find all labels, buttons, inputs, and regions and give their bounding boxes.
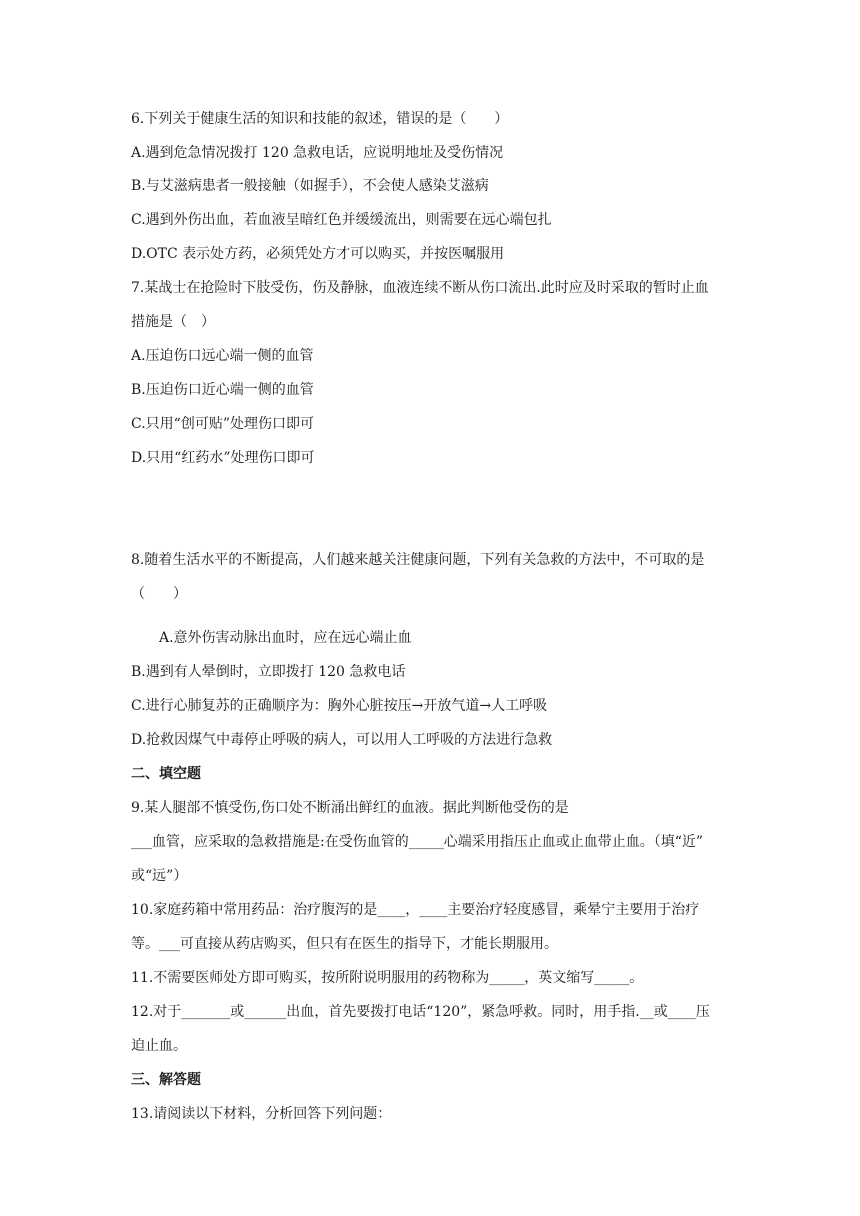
q8-option-a: A.意外伤害动脉出血时，应在远心端止血	[159, 630, 412, 646]
q6-stem: 6.下列关于健康生活的知识和技能的叙述，错误的是（ ）	[131, 111, 509, 127]
q10-line2: 等。___可直接从药店购买，但只有在医生的指导下，才能长期服用。	[131, 936, 558, 952]
q6-option-c: C.遇到外伤出血，若血液呈暗红色并缓缓流出，则需要在远心端包扎	[131, 212, 552, 228]
q7-option-b: B.压迫伤口近心端一侧的血管	[131, 382, 314, 398]
q13: 13.请阅读以下材料，分析回答下列问题：	[131, 1106, 392, 1122]
q9-line3: 或“远”）	[131, 868, 188, 884]
q6-option-b: B.与艾滋病患者一般接触（如握手），不会使人感染艾滋病	[131, 178, 489, 194]
q12-line2: 迫止血。	[131, 1038, 187, 1054]
q9-line2: ___血管，应采取的急救措施是:在受伤血管的_____心端采用指压止血或止血带止血。（填“近”	[131, 834, 704, 850]
q7-stem-line1: 7.某战士在抢险时下肢受伤，伤及静脉，血液连续不断从伤口流出.此时应及时采取的暂时止血	[131, 280, 709, 296]
q7-stem-line2: 措施是（ ）	[131, 314, 215, 330]
q7-option-d: D.只用“红药水”处理伤口即可	[131, 450, 315, 466]
q6-option-a: A.遇到危急情况拨打 120 急救电话，应说明地址及受伤情况	[131, 145, 504, 161]
q8-option-b: B.遇到有人晕倒时，立即拨打 120 急救电话	[131, 664, 406, 680]
q12-line1: 12.对于_______或______出血，首先要拨打电话“120”，紧急呼救。同时，用手指.__或____压	[131, 1004, 710, 1020]
q10-line1: 10.家庭药箱中常用药品：治疗腹泻的是____，____主要治疗轻度感冒，乘晕宁主要用于治疗	[131, 902, 700, 918]
section-3-heading: 三、解答题	[131, 1072, 201, 1088]
q11: 11.不需要医师处方即可购买，按所附说明服用的药物称为_____，英文缩写_____。	[131, 970, 644, 986]
q8-stem-line1: 8.随着生活水平的不断提高，人们越来越关注健康问题，下列有关急救的方法中，不可取的是	[131, 552, 705, 568]
q8-stem-line2: （ ）	[131, 586, 187, 602]
q8-option-c: C.进行心肺复苏的正确顺序为：胸外心脏按压→开放气道→人工呼吸	[131, 698, 548, 714]
q6-option-d: D.OTC 表示处方药，必须凭处方才可以购买，并按医嘱服用	[131, 246, 505, 262]
section-2-heading: 二、填空题	[131, 766, 201, 782]
q9-line1: 9.某人腿部不慎受伤,伤口处不断涌出鲜红的血液。据此判断他受伤的是	[131, 800, 569, 816]
q7-option-a: A.压迫伤口远心端一侧的血管	[131, 348, 314, 364]
q7-option-c: C.只用“创可贴”处理伤口即可	[131, 416, 314, 432]
q8-option-d: D.抢救因煤气中毒停止呼吸的病人，可以用人工呼吸的方法进行急救	[131, 732, 553, 748]
